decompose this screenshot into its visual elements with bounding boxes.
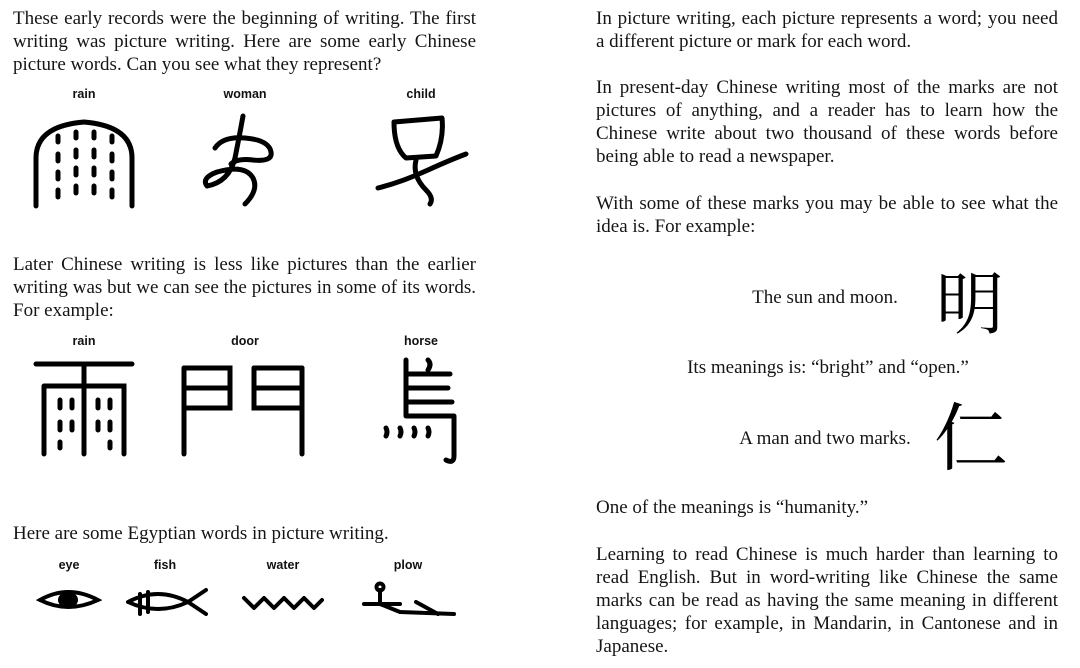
character-ming: 明: [936, 266, 1005, 345]
egypt-plow-hieroglyph: [360, 580, 460, 620]
example1-meaning: Its meanings is: “bright” and “open.”: [687, 357, 969, 378]
right-paragraph-present-day: In present-day Chinese writing most of the marks are not pictures of anything, and a reader has to learn how the Chinese write about two thousand of these words before being able to read a newspaper.: [596, 77, 1058, 167]
later-rain-character: [32, 356, 136, 460]
egypt-fish-hieroglyph: [122, 584, 210, 620]
label-later-horse: horse: [403, 334, 439, 348]
right-paragraph-marks: With some of these marks you may be able to see what the idea is. For example:: [596, 193, 1058, 237]
right-paragraph-learning: Learning to read Chinese is much harder than learning to read English. But in word-writing like Chinese the same marks can be read as having the same meaning in different languages; for example, in Mandarin, in Cantonese and in Japanese.: [596, 544, 1058, 657]
left-paragraph-intro: These early records were the beginning of writing. The first writing was picture writing. Here are some early Chinese picture words. Can you see what they represent?: [13, 8, 476, 75]
label-later-rain: rain: [72, 334, 96, 348]
label-later-door: door: [231, 334, 259, 348]
label-egypt-water: water: [266, 558, 300, 572]
label-early-rain: rain: [72, 87, 96, 101]
example1-caption: The sun and moon.: [752, 287, 898, 308]
label-egypt-fish: fish: [153, 558, 177, 572]
label-egypt-plow: plow: [393, 558, 423, 572]
later-horse-character: [378, 356, 468, 466]
right-paragraph-humanity: One of the meanings is “humanity.”: [596, 497, 869, 518]
label-early-woman: woman: [223, 87, 267, 101]
label-egypt-eye: eye: [58, 558, 80, 572]
right-paragraph-picture-writing: In picture writing, each picture represents a word; you need a different picture or mark for each word.: [596, 8, 1058, 52]
left-paragraph-egyptian: Here are some Egyptian words in picture writing.: [13, 523, 389, 544]
early-rain-pictograph: [28, 108, 140, 212]
early-child-pictograph: [372, 108, 472, 212]
character-ren: 仁: [934, 396, 1008, 482]
later-door-character: [178, 356, 318, 460]
example2-caption: A man and two marks.: [739, 428, 911, 449]
label-early-child: child: [406, 87, 436, 101]
egypt-water-hieroglyph: [240, 590, 326, 614]
early-woman-pictograph: [195, 108, 295, 212]
egypt-eye-hieroglyph: [36, 586, 102, 616]
left-paragraph-later: Later Chinese writing is less like pictures than the earlier writing was but we can see the pictures in some of its words. For example:: [13, 254, 476, 321]
